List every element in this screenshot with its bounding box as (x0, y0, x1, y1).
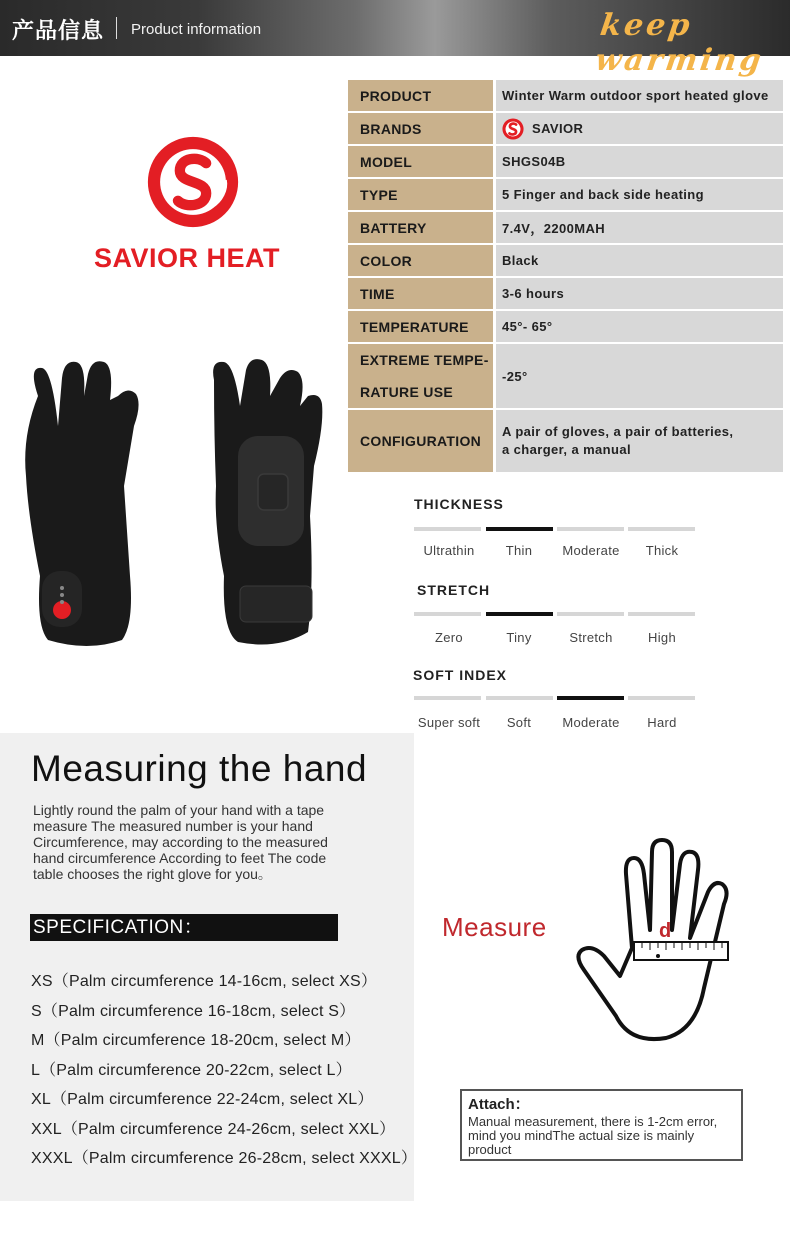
spec-value-brand (496, 113, 783, 144)
soft-index-bar (414, 696, 481, 700)
spec-key: TYPE (348, 179, 493, 210)
attach-title: Attach： (468, 1096, 530, 1113)
thickness-option: Ultrathin (423, 543, 475, 558)
spec-key: BATTERY (348, 212, 493, 243)
spec-row-brands (348, 113, 783, 144)
measure-label: Measure (442, 912, 547, 942)
spec-key: COLOR (348, 245, 493, 276)
measuring-description (33, 802, 373, 882)
thickness-bar (628, 527, 695, 531)
thickness-option: Thin (505, 543, 533, 558)
spec-value: 3-6 hours (496, 278, 783, 309)
stretch-option: Zero (435, 630, 463, 645)
attach-note (460, 1089, 743, 1161)
spec-value (496, 410, 783, 472)
soft-index-option: Moderate (562, 715, 620, 730)
savior-s-logo-icon (146, 135, 240, 229)
stretch-bar (628, 612, 695, 616)
spec-value: -25° (496, 344, 783, 408)
size-item-xl: XL（Palm circumference 22-24cm, select XL） (31, 1091, 374, 1108)
spec-row-model (348, 146, 783, 177)
thickness-option: Thick (645, 543, 679, 558)
spec-table (348, 80, 783, 474)
spec-value: 7.4V，2200MAH (496, 212, 783, 243)
spec-key: BRANDS (348, 113, 493, 144)
size-item-s: S（Palm circumference 16-18cm, select S） (31, 1003, 356, 1020)
thickness-option: Moderate (562, 543, 620, 558)
spec-key: TEMPERATURE (348, 311, 493, 342)
size-item-xs: XS（Palm circumference 14-16cm, select XS） (31, 973, 378, 990)
soft-index-bar (486, 696, 553, 700)
size-item-xxxl: XXXL（Palm circumference 26-28cm, select XXXL） (31, 1150, 418, 1167)
spec-value: Black (496, 245, 783, 276)
spec-row-color (348, 245, 783, 276)
spec-row-battery (348, 212, 783, 243)
thickness-title: THICKNESS (414, 496, 504, 512)
description-line: Lightly round the palm of your hand with a tape (33, 802, 325, 818)
spec-key: MODEL (348, 146, 493, 177)
heated-gloves-image (18, 356, 330, 656)
description-line: hand circumference According to feet The code (33, 850, 327, 866)
attach-line: Manual measurement, there is 1-2cm error, (468, 1114, 718, 1129)
thickness-bar (414, 527, 481, 531)
stretch-option: Tiny (506, 630, 532, 645)
spec-key: TIME (348, 278, 493, 309)
savior-s-logo-icon (502, 118, 524, 140)
size-item-l: L（Palm circumference 20-22cm, select L） (31, 1062, 352, 1079)
spec-key: PRODUCT (348, 80, 493, 111)
stretch-title: STRETCH (417, 582, 491, 598)
header-divider (116, 17, 117, 39)
measuring-title: Measuring the hand (31, 748, 368, 789)
stretch-option: High (648, 630, 676, 645)
spec-row-product (348, 80, 783, 111)
description-line: measure The measured number is your hand (33, 818, 313, 834)
soft-index-title: SOFT INDEX (413, 667, 508, 683)
size-item-m: M（Palm circumference 18-20cm, select M） (31, 1032, 361, 1049)
spec-value: Winter Warm outdoor sport heated glove (496, 80, 783, 111)
description-line: table chooses the right glove for you。 (33, 866, 272, 882)
stretch-bar (414, 612, 481, 616)
header-title-cn: 产品信息 (12, 19, 105, 44)
soft-index-bar (628, 696, 695, 700)
left-glove-icon (25, 361, 138, 646)
stretch-bar (557, 612, 624, 616)
spec-row-configuration (348, 410, 783, 472)
header-slogan: keep warming (593, 8, 766, 78)
description-line: Circumference, may according to the measured (33, 834, 328, 850)
header-banner (0, 0, 790, 78)
right-glove-icon (213, 359, 322, 644)
logo-text: SAVIOR HEAT (94, 243, 281, 273)
spec-value: 5 Finger and back side heating (496, 179, 783, 210)
size-item-xxl: XXL（Palm circumference 24-26cm, select XXL） (31, 1121, 396, 1138)
soft-index-bar-selected (557, 696, 624, 700)
thickness-bar (557, 527, 624, 531)
spec-key: CONFIGURATION (348, 410, 493, 472)
attach-line: mind you mindThe actual size is mainly (468, 1128, 695, 1143)
stretch-bar-selected (486, 612, 553, 616)
spec-row-temperature (348, 311, 783, 342)
soft-index-option: Super soft (417, 715, 481, 730)
hand-measure-mark: d (659, 920, 672, 942)
spec-value-line: A pair of gloves, a pair of batteries, (502, 424, 734, 439)
spec-value-line: a charger, a manual (502, 442, 631, 457)
soft-index-option: Soft (506, 715, 532, 730)
specification-heading: SPECIFICATION： (30, 914, 338, 941)
stretch-option: Stretch (569, 630, 613, 645)
attach-body (468, 1115, 735, 1157)
attach-line: product (468, 1142, 512, 1157)
brand-name: SAVIOR (532, 121, 584, 136)
spec-key-line: EXTREME TEMPE- (360, 352, 489, 368)
header-title-en: Product information (131, 21, 262, 38)
spec-key (348, 344, 493, 408)
thickness-bar-selected (486, 527, 553, 531)
spec-row-type (348, 179, 783, 210)
spec-value: 45°- 65° (496, 311, 783, 342)
spec-row-time (348, 278, 783, 309)
spec-value: SHGS04B (496, 146, 783, 177)
spec-row-extreme-temperature (348, 344, 783, 408)
spec-key-line: RATURE USE (360, 384, 453, 400)
soft-index-option: Hard (647, 715, 677, 730)
